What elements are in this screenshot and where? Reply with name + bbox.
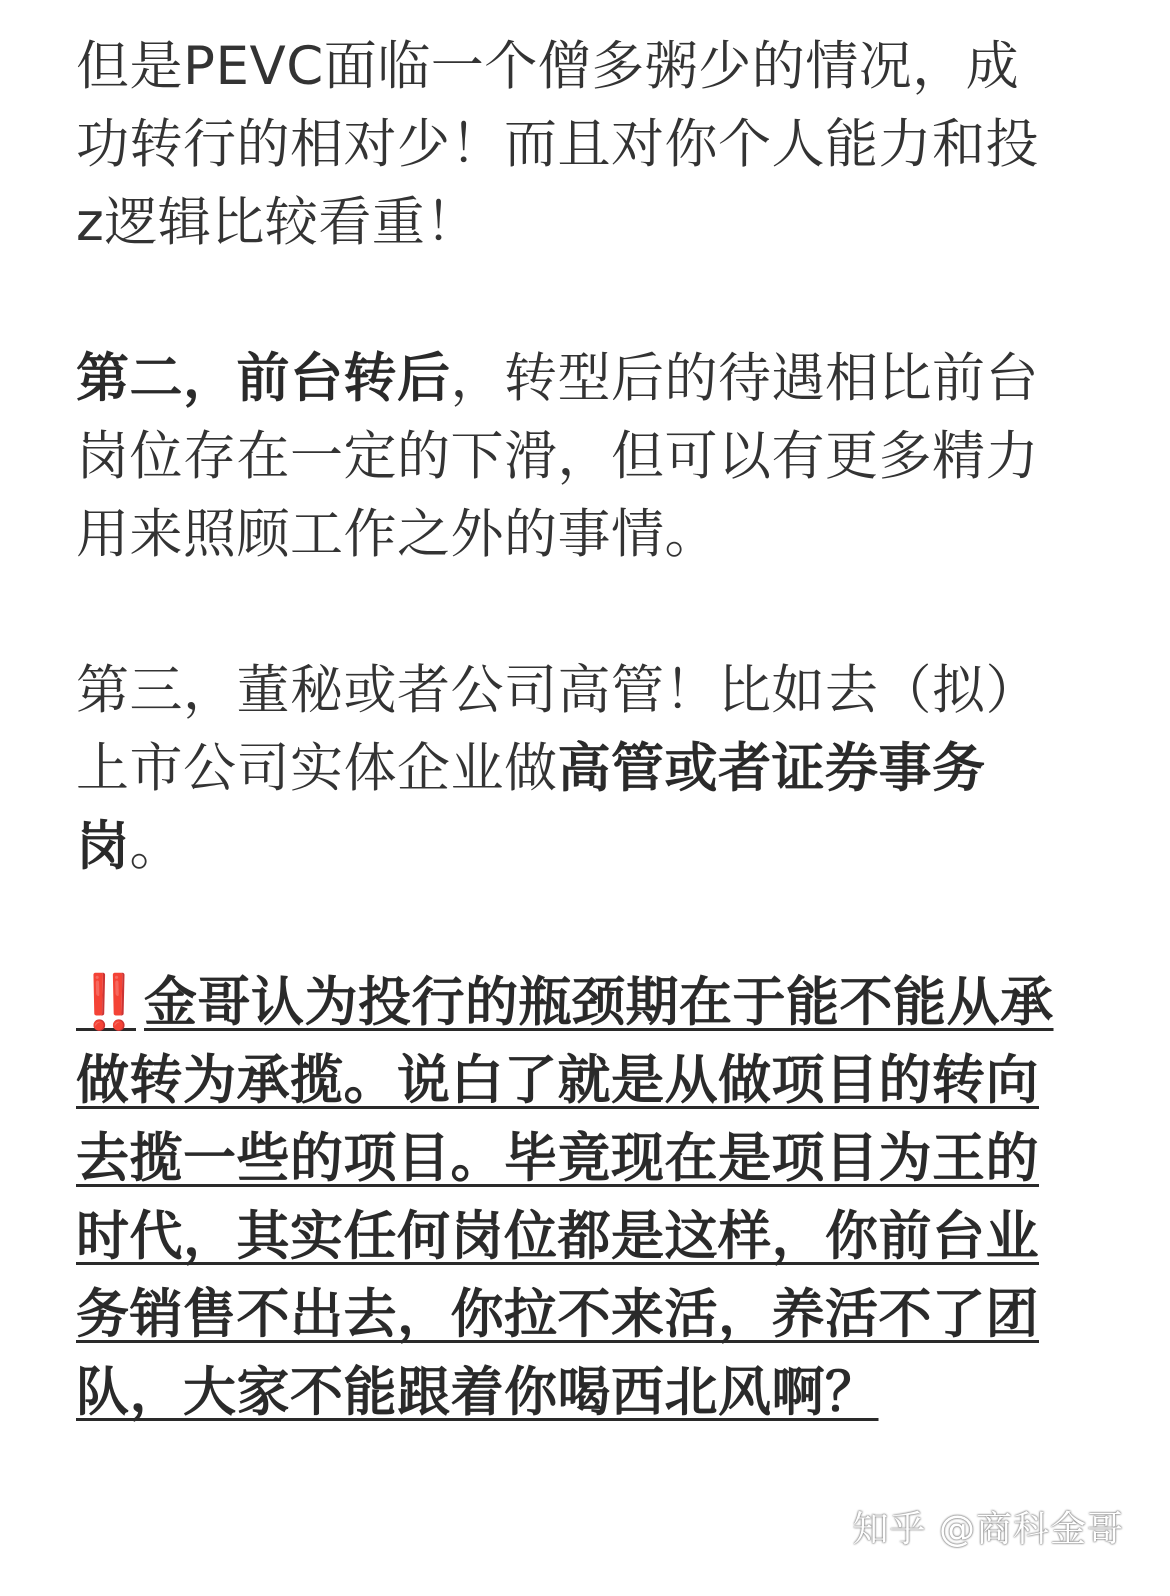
paragraph-spacer bbox=[76, 574, 1066, 652]
paragraph-second-bold-lead: 第二，前台转后 bbox=[76, 348, 451, 409]
paragraph-third-end: 。 bbox=[129, 816, 183, 877]
paragraph-third bbox=[76, 652, 1066, 886]
double-exclamation-icon: ‼️ bbox=[76, 972, 136, 1033]
paragraph-third-lead: 第三，董秘或者公司高管！比如去（拟）上市公司实体企业做 bbox=[76, 660, 1039, 799]
paragraph-pevc bbox=[76, 28, 1066, 262]
paragraph-highlight-text: 金哥认为投行的瓶颈期在于能不能从承做转为承揽。说白了就是从做项目的转向去揽一些的项目。毕竟现在是项目为王的时代，其实任何岗位都是这样，你前台业务销售不出去，你拉不来活，养活不了团队，大家不能跟着你喝西北风啊？ bbox=[76, 972, 1054, 1423]
paragraph-pevc-text: 但是PEVC面临一个僧多粥少的情况，成功转行的相对少！而且对你个人能力和投z逻辑比较看重！ bbox=[76, 36, 1039, 253]
paragraph-spacer bbox=[76, 886, 1066, 964]
paragraph-third-bold-tail: 高管或者证券事务岗 bbox=[76, 738, 986, 877]
zhihu-watermark: 知乎 @商科金哥 bbox=[852, 1509, 1124, 1550]
paragraph-second bbox=[76, 340, 1066, 574]
paragraph-highlight bbox=[76, 964, 1066, 1432]
paragraph-second-rest: ，转型后的待遇相比前台岗位存在一定的下滑，但可以有更多精力用来照顾工作之外的事情。 bbox=[76, 348, 1039, 565]
paragraph-spacer bbox=[76, 262, 1066, 340]
article-body bbox=[76, 28, 1066, 1432]
